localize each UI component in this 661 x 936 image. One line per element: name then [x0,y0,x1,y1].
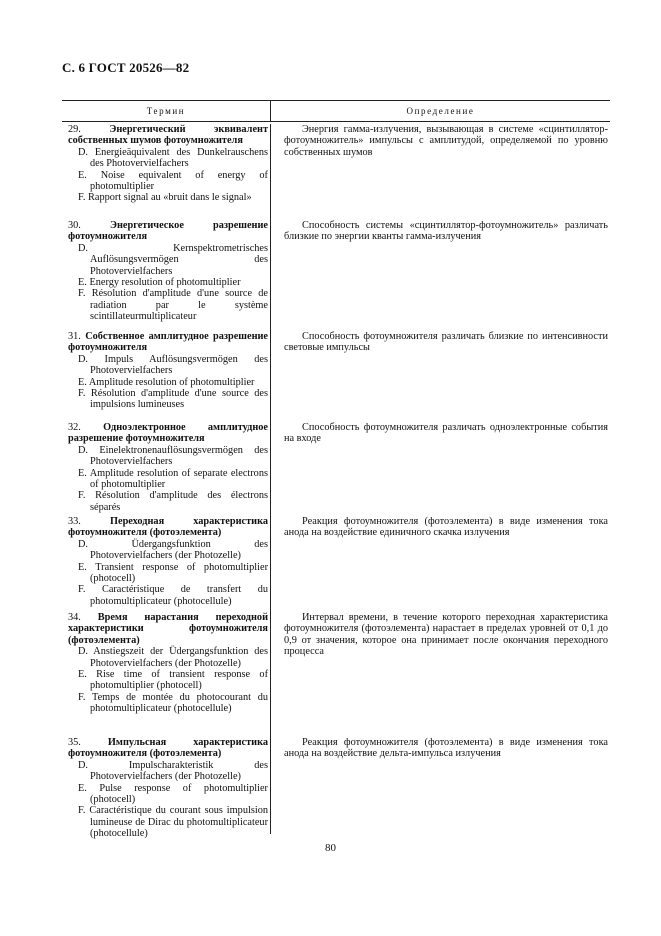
term-translation: E. Amplitude resolution of separate electrons of photomultiplier [78,467,268,491]
page-header: С. 6 ГОСТ 20526—82 [62,60,190,75]
term-title: 33. Переходная характеристика фотоумножителя (фотоэлемента) [68,516,268,539]
definition-text: Реакция фотоумножителя (фотоэлемента) в виде изменения тока анода на воздействие дельта-импульса излучения [284,737,608,760]
definition-cell [270,737,610,837]
term-translation: F. Temps de montée du photocourant du photomultiplicateur (photocellule) [78,691,268,715]
table-row [62,516,610,612]
term-translation: F. Résolution d'amplitude d'une source des impulsions lumineuses [78,388,268,411]
table-row [62,422,610,516]
definition-cell [270,220,610,331]
term-translation: F. Rapport signal au «bruit dans le signal» [78,192,252,204]
column-header-term: Термин [62,101,271,121]
term-translation: D. Üdergangsfunktion des Photovervielfachers (der Photozelle) [78,538,268,562]
term-title: 35. Импульсная характеристика фотоумножителя (фотоэлемента) [68,737,268,760]
term-translation: E. Pulse response of photomultiplier (photocell) [78,782,268,806]
term-title: 30. Энергетическое разрешение фотоумножителя [68,220,268,243]
column-header-definition: Определение [406,106,475,116]
term-translation: F. Caractéristique de transfert du photomultiplicateur (photocellule) [78,584,268,607]
term-translation: F. Caractéristique du courant sous impulsion lumineuse de Dirac du photomultiplicateur (photocellule) [78,805,268,840]
table-body [62,124,610,840]
definition-text: Реакция фотоумножителя (фотоэлемента) в виде изменения тока анода на воздействие единичного скачка излучения [284,516,608,539]
term-translation: D. Energieäquivalent des Dunkelrauschens des Photovervielfachers [78,146,268,170]
term-translation: E. Energy resolution of photomultiplier [78,277,241,289]
definition-text: Интервал времени, в течение которого переходная характеристика фотоумножителя (фотоэлемента) нарастает в пределах уровней от 0,1 до 0,9 от значения, которое она принимает после окончания переходного процесса [284,612,608,658]
term-translation: D. Impuls Auflösungsvermögen des Photovervielfachers [78,353,268,377]
column-divider [270,124,271,834]
definition-text: Способность фотоумножителя различать близкие по интенсивности световые импульсы [284,331,608,354]
definition-cell [270,422,610,516]
term-title: 32. Одноэлектронное амплитудное разрешение фотоумножителя [68,422,268,445]
table-header [62,100,610,122]
term-translation: D. Anstiegszeit der Üdergangsfunktion des Photovervielfachers (der Photozelle) [78,646,268,669]
term-translation: F. Résolution d'amplitude des électrons séparés [78,490,268,513]
term-translation: D. Impulscharakteristik des Photovervielfachers (der Photozelle) [78,759,268,783]
term-cell [62,612,270,737]
term-translation: E. Noise equivalent of energy of photomultiplier [78,169,268,193]
term-translation: D. Einelektronenauflösungsvermögen des Photovervielfachers [78,444,268,468]
terms-table [62,100,610,840]
definition-cell [270,612,610,737]
table-row [62,331,610,422]
term-cell [62,331,270,422]
term-translation: E. Rise time of transient response of photomultiplier (photocell) [78,669,268,692]
definition-text: Энергия гамма-излучения, вызывающая в системе «сцинтиллятор-фотоумножитель» импульсы с амплитудой, определяемой по уровню собственных шумов [284,124,608,158]
term-translation: E. Transient response of photomultiplier (photocell) [78,561,268,585]
page-number: 80 [325,842,336,854]
table-row [62,612,610,737]
term-cell [62,737,270,840]
definition-cell [270,516,610,612]
term-title: 31. Собственное амплитудное разрешение фотоумножителя [68,331,269,354]
definition-text: Способность системы «сцинтиллятор-фотоумножитель» различать близкие по энергии кванты гамма-излучения [284,220,608,243]
term-title: 34. Время нарастания переходной характеристики фотоумножителя (фотоэлемента) [68,612,268,646]
table-row [62,124,610,220]
definition-text: Способность фотоумножителя различать одноэлектронные события на входе [284,422,608,445]
term-cell [62,422,270,516]
term-cell [62,516,270,612]
definition-cell [270,331,610,422]
term-cell [62,220,270,331]
term-translation: E. Amplitude resolution of photomultiplier [78,376,255,388]
table-row [62,737,610,840]
term-cell [62,124,270,220]
term-translation: F. Résolution d'amplitude d'une source de radiation par le système scintillateurmultiplicateur [78,288,268,323]
table-row [62,220,610,331]
term-translation: D. Kernspektrometrisches Auflösungsvermögen des Photovervielfachers [78,242,268,277]
definition-cell [270,124,610,220]
term-title: 29. Энергетический эквивалент собственных шумов фотоумножителя [68,124,269,147]
